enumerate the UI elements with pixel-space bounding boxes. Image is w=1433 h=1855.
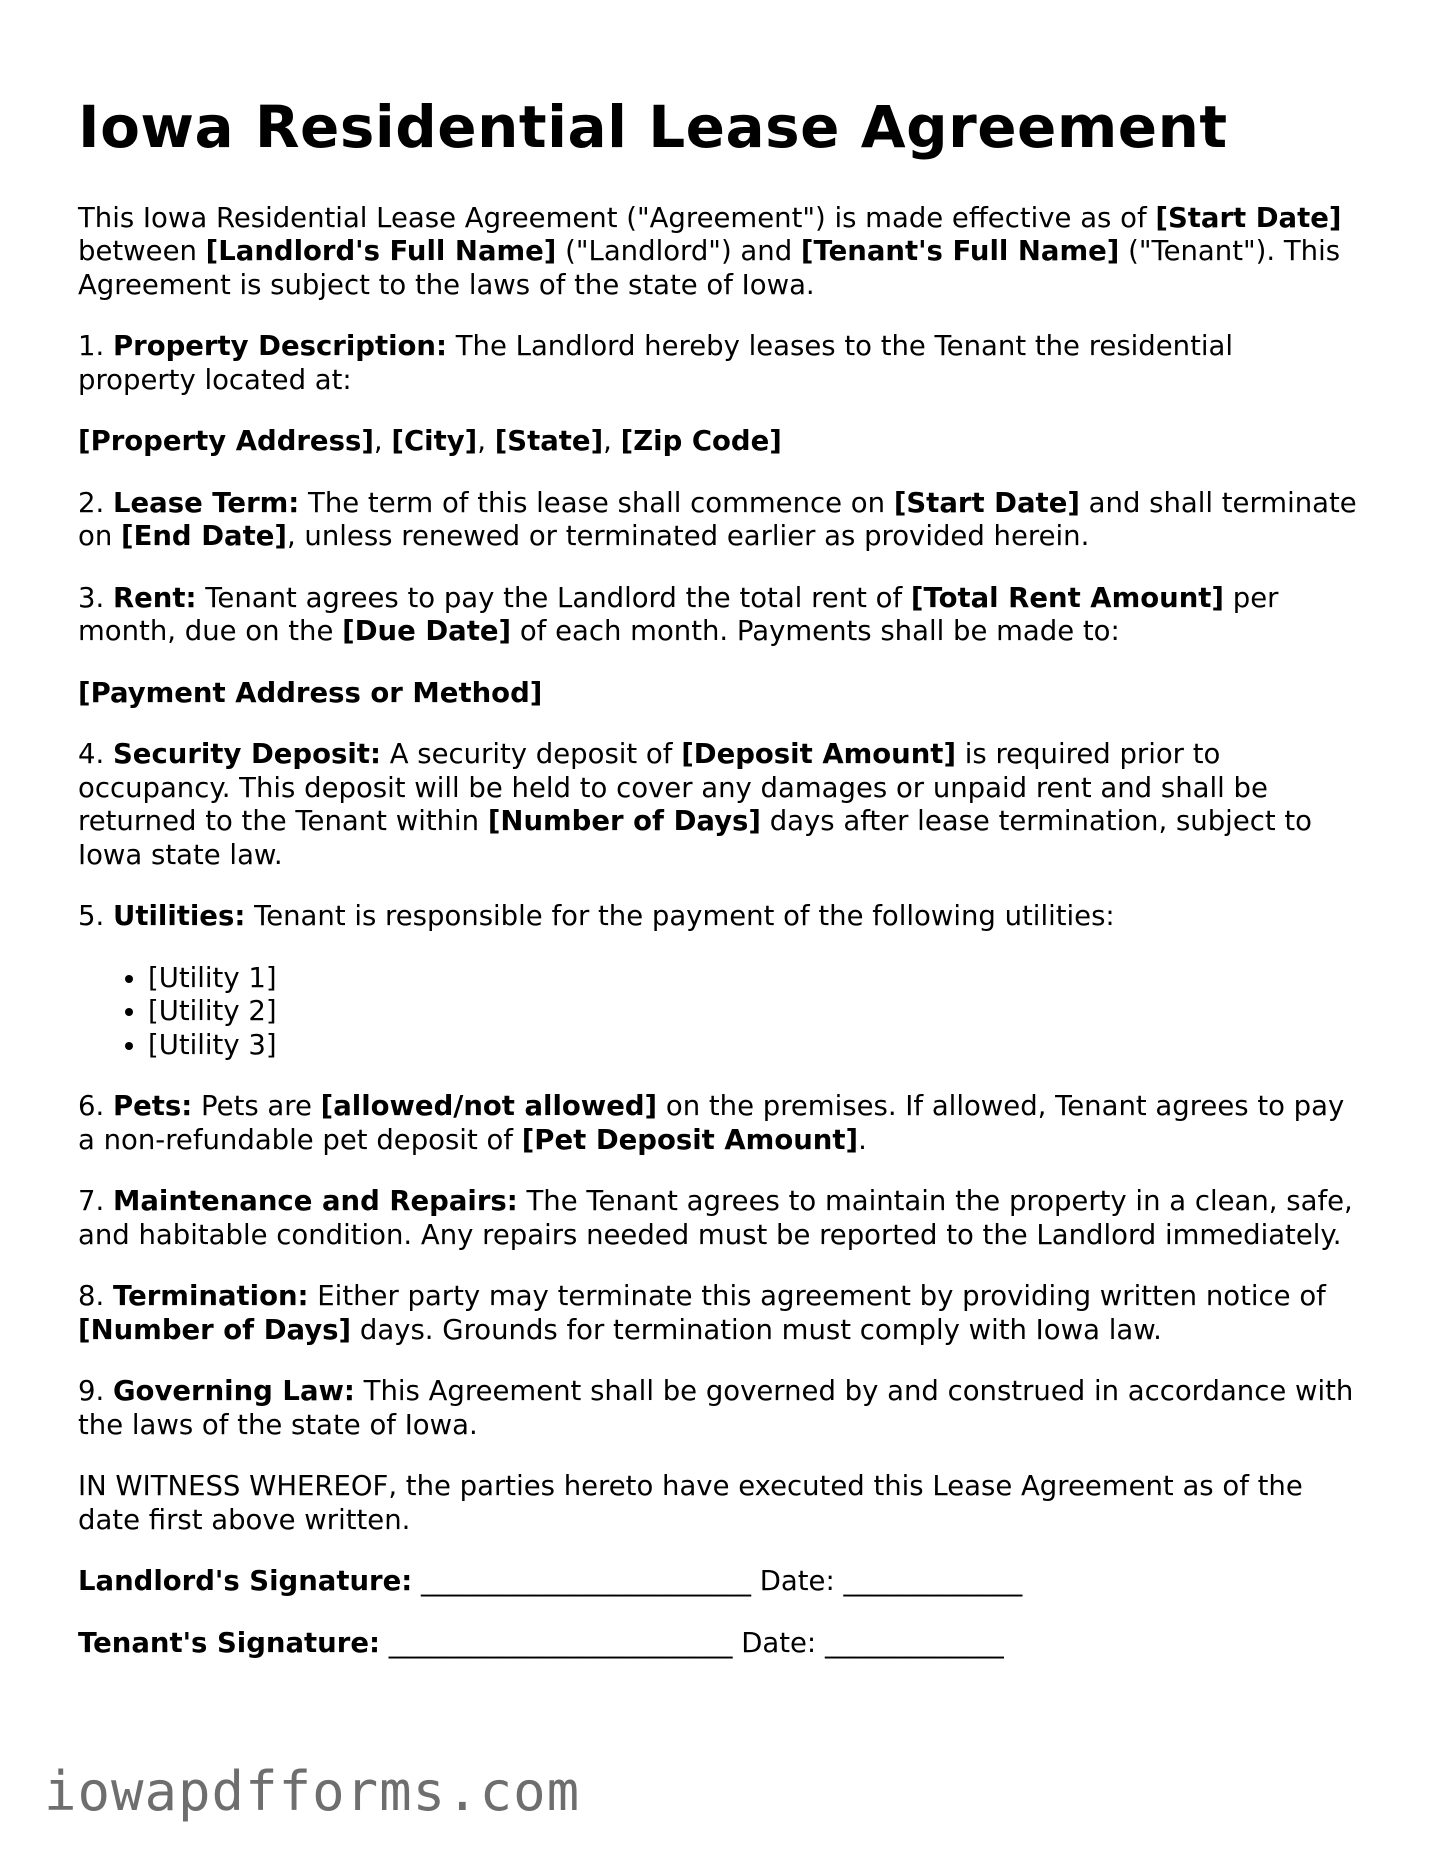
- section-text: and shall terminate on: [78, 486, 1357, 553]
- tenant-name-placeholder: [Tenant's Full Name]: [800, 235, 1120, 268]
- section-number: 3.: [78, 581, 113, 614]
- section-number: 9.: [78, 1375, 113, 1408]
- intro-text: ("Tenant"). This Agreement is subject to the laws of the state of Iowa.: [78, 235, 1341, 301]
- section-text: The Landlord hereby leases to the Tenant the residential property located at:: [78, 330, 1234, 396]
- section-property-description: [78, 330, 1358, 397]
- pet-deposit-placeholder: [Pet Deposit Amount]: [521, 1123, 859, 1156]
- section-number: 1.: [78, 330, 113, 363]
- list-item: • [Utility 3]: [148, 1029, 1358, 1063]
- section-text: days after lease termination, subject to Iowa state law.: [78, 805, 1312, 871]
- section-heading: Termination:: [112, 1280, 309, 1313]
- document-title: Iowa Residential Lease Agreement: [78, 93, 1228, 161]
- landlord-date-field[interactable]: Date: _____________: [759, 1565, 1023, 1598]
- landlord-name-placeholder: [Landlord's Full Name]: [205, 235, 557, 268]
- watermark: iowapdfforms.com: [44, 1760, 581, 1823]
- tenant-signature-field[interactable]: _________________________: [379, 1626, 742, 1659]
- pets-allowed-placeholder: [allowed/not allowed]: [320, 1090, 658, 1123]
- zip-placeholder: [Zip Code]: [620, 425, 782, 458]
- section-utilities: [78, 900, 1358, 934]
- separator: ,: [603, 425, 621, 458]
- section-number: 7.: [78, 1185, 113, 1218]
- tenant-signature-label: Tenant's Signature:: [78, 1626, 380, 1659]
- intro-paragraph: [78, 202, 1358, 303]
- section-rent: [78, 582, 1358, 649]
- payment-method-placeholder: [Payment Address or Method]: [78, 676, 543, 709]
- section-heading: Lease Term:: [112, 486, 300, 519]
- section-heading: Property Description:: [112, 330, 447, 363]
- due-date-placeholder: [Due Date]: [342, 615, 512, 648]
- section-text: days. Grounds for termination must comply with Iowa law.: [351, 1313, 1162, 1346]
- section-text: Tenant is responsible for the payment of the following utilities:: [245, 900, 1115, 933]
- section-heading: Utilities:: [112, 900, 246, 933]
- tenant-date-field[interactable]: Date: _____________: [741, 1626, 1004, 1659]
- section-text: Either party may terminate this agreement by providing written notice of: [308, 1280, 1326, 1313]
- section-number: 8.: [78, 1280, 113, 1313]
- witness-paragraph: IN WITNESS WHEREOF, the parties hereto have executed this Lease Agreement as of the date first above written.: [78, 1470, 1303, 1536]
- section-text: is required prior to occupancy. This deposit will be held to cover any damages or unpaid rent and shall be returned to the Tenant within: [78, 738, 1268, 838]
- section-number: 4.: [78, 738, 113, 771]
- section-heading: Pets:: [112, 1090, 193, 1123]
- intro-text: This Iowa Residential Lease Agreement ("Agreement") is made effective as of: [78, 201, 1156, 234]
- section-text: , unless renewed or terminated earlier as provided herein.: [286, 520, 1090, 553]
- landlord-signature-label: Landlord's Signature:: [78, 1565, 413, 1598]
- section-lease-term: [78, 487, 1358, 554]
- section-text: .: [858, 1123, 867, 1156]
- landlord-signature-field[interactable]: ________________________: [412, 1565, 760, 1598]
- section-text: per month, due on the: [78, 581, 1279, 648]
- section-number: 5.: [78, 900, 113, 933]
- section-heading: Rent:: [112, 581, 197, 614]
- intro-text: between: [78, 235, 206, 268]
- city-placeholder: [City]: [391, 425, 478, 458]
- separator: ,: [477, 425, 495, 458]
- section-text: of each month. Payments shall be made to:: [511, 615, 1120, 648]
- section-text: The Tenant agrees to maintain the property in a clean, safe, and habitable condition. Any repairs needed must be reported to the Landlord immediately.: [78, 1185, 1353, 1251]
- section-text: The term of this lease shall commence on: [299, 486, 894, 519]
- utilities-list: [78, 962, 1358, 1063]
- section-security-deposit: [78, 738, 1358, 872]
- section-pets: [78, 1090, 1358, 1157]
- section-governing-law: [78, 1375, 1358, 1442]
- property-address-line: [78, 425, 1358, 459]
- section-termination: [78, 1280, 1358, 1347]
- intro-text: ("Landlord") and: [556, 235, 801, 268]
- list-item: • [Utility 1]: [148, 962, 1358, 996]
- document-page: [78, 93, 1358, 1688]
- rent-amount-placeholder: [Total Rent Amount]: [910, 581, 1224, 614]
- end-date-placeholder: [End Date]: [121, 520, 287, 553]
- number-of-days-placeholder: [Number of Days]: [78, 1313, 352, 1346]
- number-of-days-placeholder: [Number of Days]: [487, 805, 761, 838]
- section-maintenance: [78, 1185, 1358, 1252]
- section-heading: Security Deposit:: [112, 738, 381, 771]
- start-date-placeholder: [Start Date]: [1155, 201, 1342, 234]
- section-heading: Governing Law:: [112, 1375, 355, 1408]
- section-text: Pets are: [192, 1090, 321, 1123]
- tenant-signature-line: [78, 1627, 1358, 1661]
- start-date-placeholder: [Start Date]: [893, 486, 1080, 519]
- section-text: This Agreement shall be governed by and construed in accordance with the laws of the state of Iowa.: [78, 1375, 1354, 1441]
- separator: ,: [373, 425, 392, 458]
- property-address-placeholder: [Property Address]: [78, 425, 374, 458]
- section-text: on the premises. If allowed, Tenant agrees to pay a non-refundable pet deposit of: [78, 1090, 1345, 1156]
- list-item: • [Utility 2]: [148, 995, 1358, 1029]
- deposit-amount-placeholder: [Deposit Amount]: [681, 738, 957, 771]
- section-text: A security deposit of: [380, 738, 682, 771]
- landlord-signature-line: [78, 1565, 1358, 1599]
- section-number: 6.: [78, 1090, 113, 1123]
- state-placeholder: [State]: [494, 425, 604, 458]
- section-number: 2.: [78, 486, 113, 519]
- section-heading: Maintenance and Repairs:: [112, 1185, 518, 1218]
- section-text: Tenant agrees to pay the Landlord the total rent of: [196, 581, 911, 614]
- payment-method-line: [78, 677, 1358, 711]
